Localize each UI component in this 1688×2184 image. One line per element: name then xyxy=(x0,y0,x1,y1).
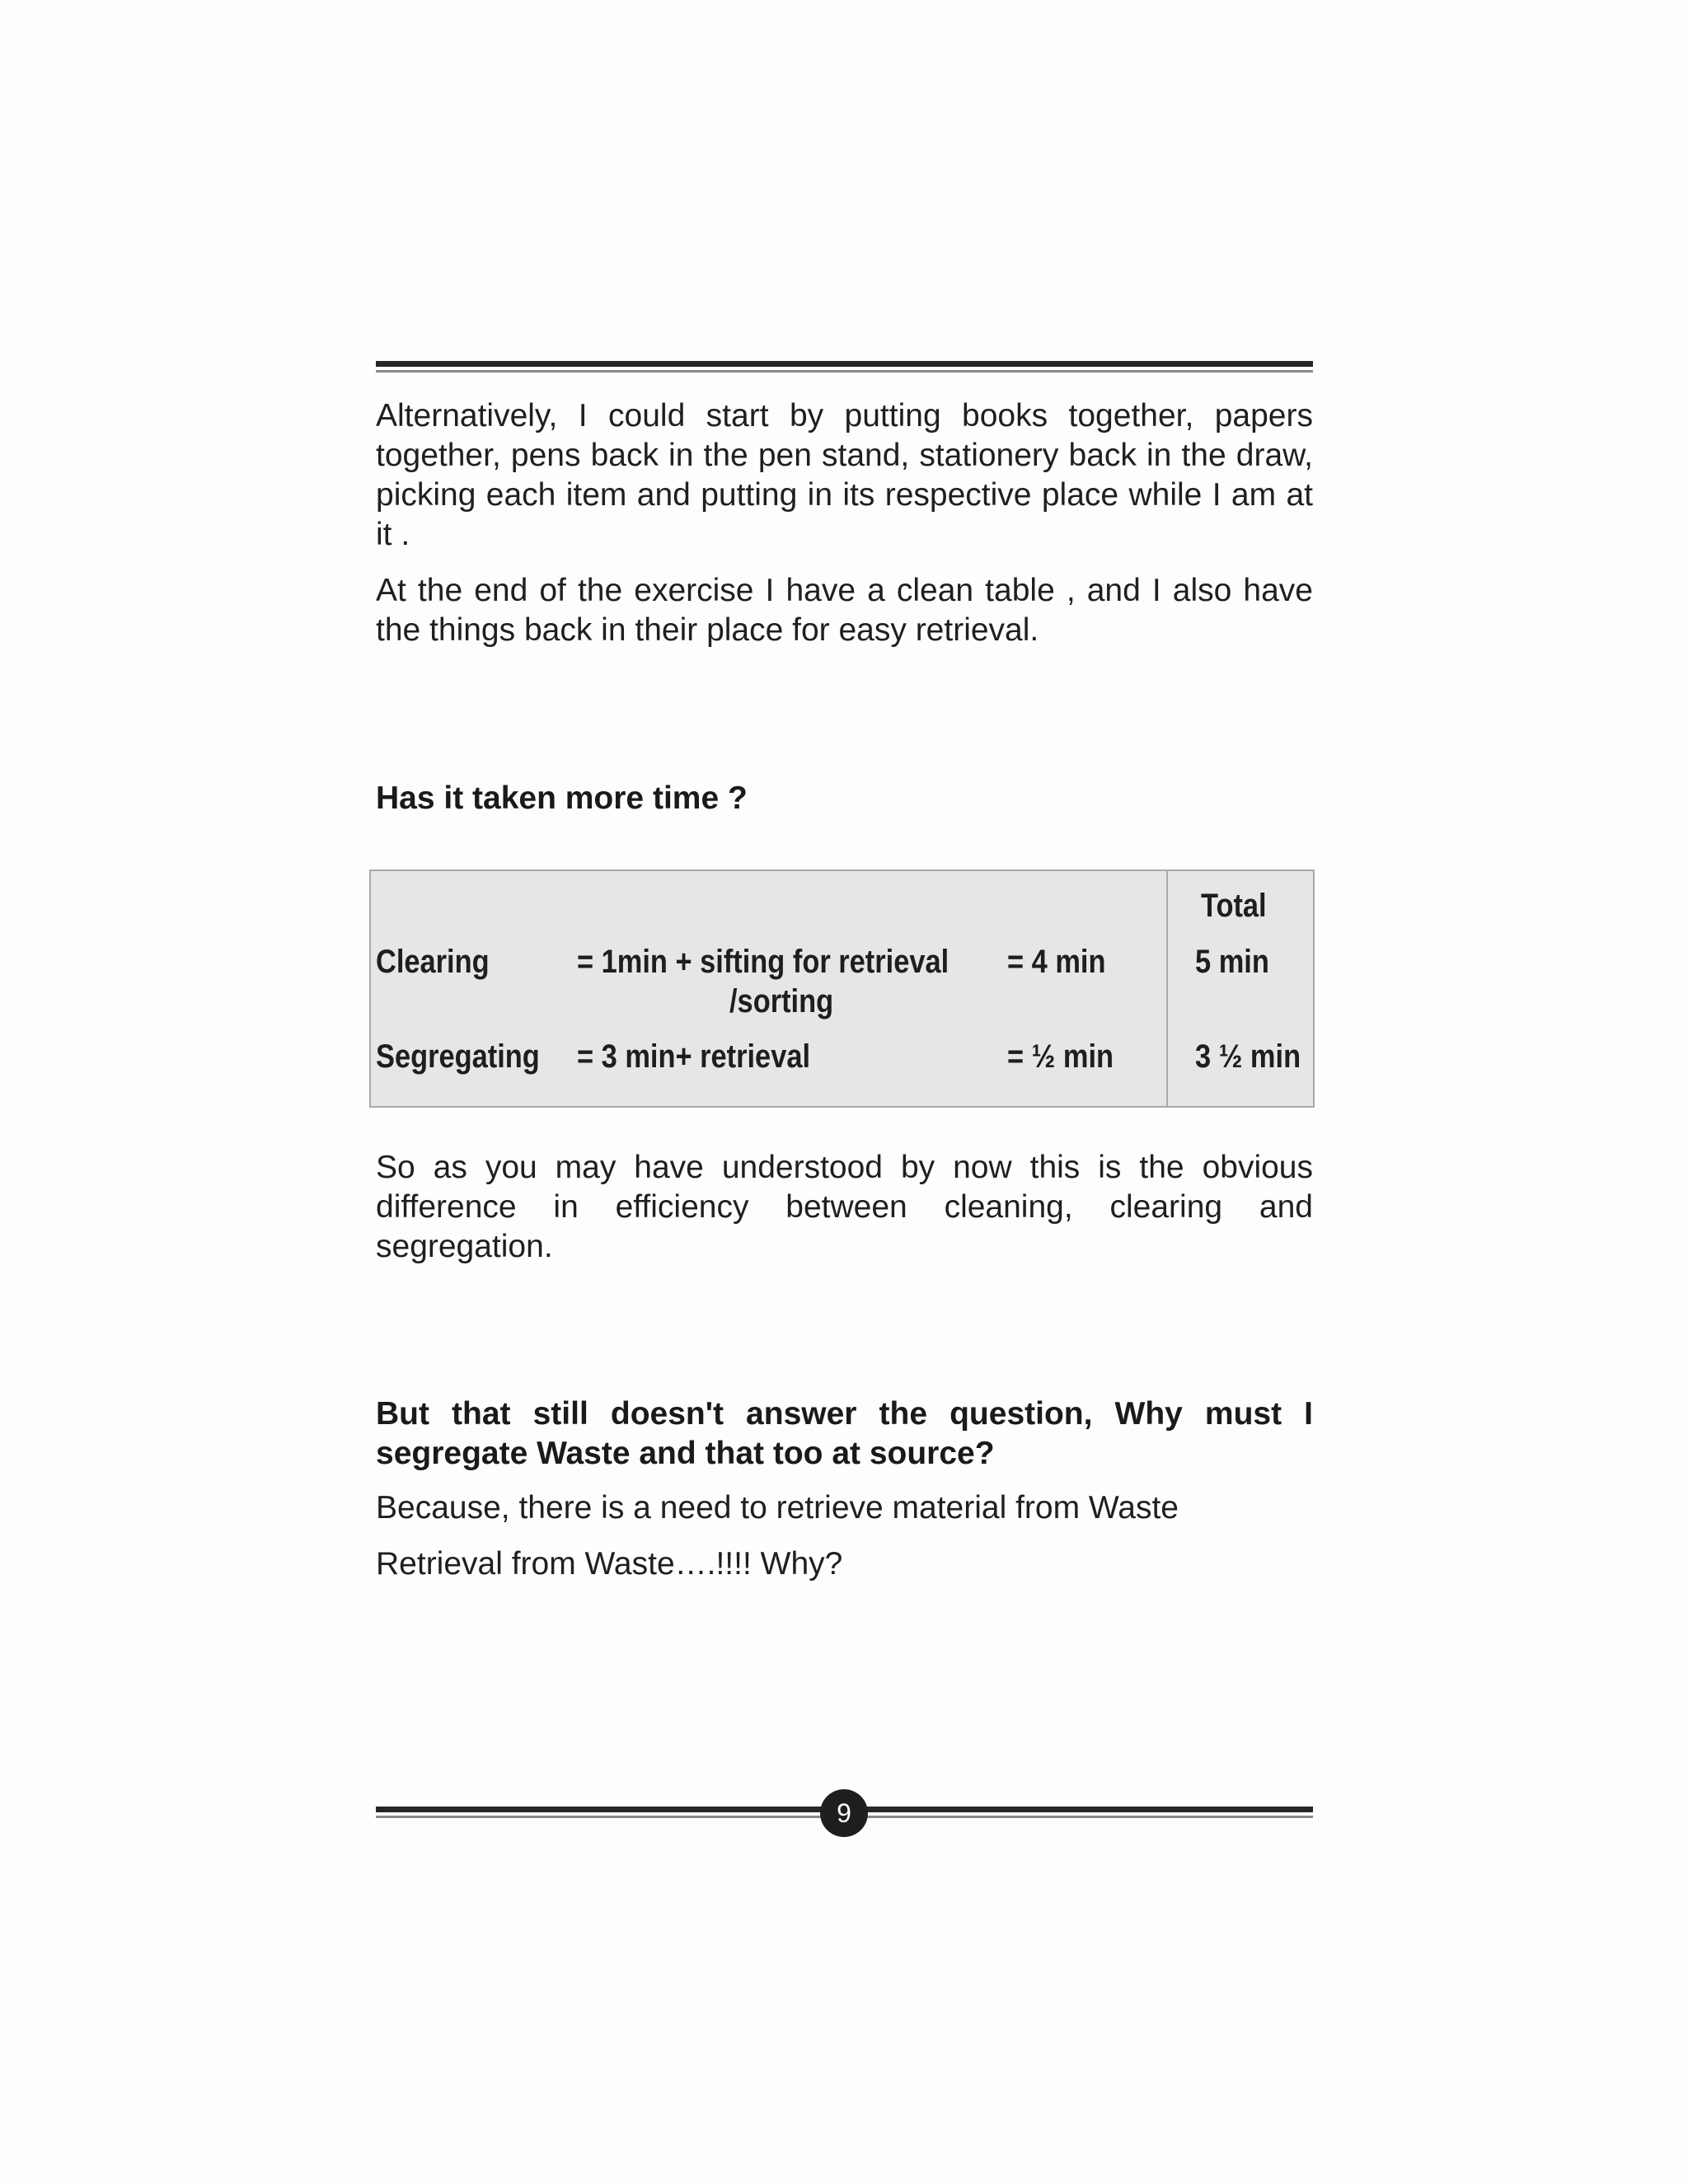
page-number-badge: 9 xyxy=(820,1789,868,1837)
table-row-clearing-total: 5 min xyxy=(1195,944,1269,980)
paragraph-retrieval-why: Retrieval from Waste….!!!! Why? xyxy=(376,1546,843,1582)
heading-why-segregate: But that still doesn't answer the question, Why must I segregate Waste and that too at source? xyxy=(376,1396,1313,1471)
heading-more-time: Has it taken more time ? xyxy=(376,780,748,816)
paragraph-alternatively: Alternatively, I could start by putting books together, papers together, pens back in the pen stand, stationery back in the draw, picking each item and putting in its respective place while I am at it . xyxy=(376,398,1313,552)
table-row-segregating-total: 3 ½ min xyxy=(1195,1038,1301,1075)
paragraph-efficiency-difference: So as you may have understood by now this is the obvious difference in efficiency between cleaning, clearing and segregation. xyxy=(376,1150,1313,1264)
table-row-clearing-result: = 4 min xyxy=(1007,944,1106,980)
table-row-segregating-expression: = 3 min+ retrieval xyxy=(577,1038,811,1075)
header-rule-thick xyxy=(376,361,1313,367)
header-rule xyxy=(376,361,1313,374)
table-row-segregating-label: Segregating xyxy=(376,1038,540,1075)
table-row-clearing-expression-continued: /sorting xyxy=(729,983,834,1019)
table-row-clearing-label: Clearing xyxy=(376,944,490,980)
table-row-clearing-expression: = 1min + sifting for retrieval xyxy=(577,944,950,980)
header-rule-thin xyxy=(376,370,1313,373)
table-column-divider xyxy=(1166,871,1168,1106)
table-row-segregating-result: = ½ min xyxy=(1007,1038,1114,1075)
paragraph-need-to-retrieve: Because, there is a need to retrieve material from Waste xyxy=(376,1490,1179,1526)
time-comparison-table xyxy=(369,869,1315,1108)
table-total-header: Total xyxy=(1201,888,1267,924)
paragraph-clean-table: At the end of the exercise I have a clean table , and I also have the things back in their place for easy retrieval. xyxy=(376,573,1313,648)
